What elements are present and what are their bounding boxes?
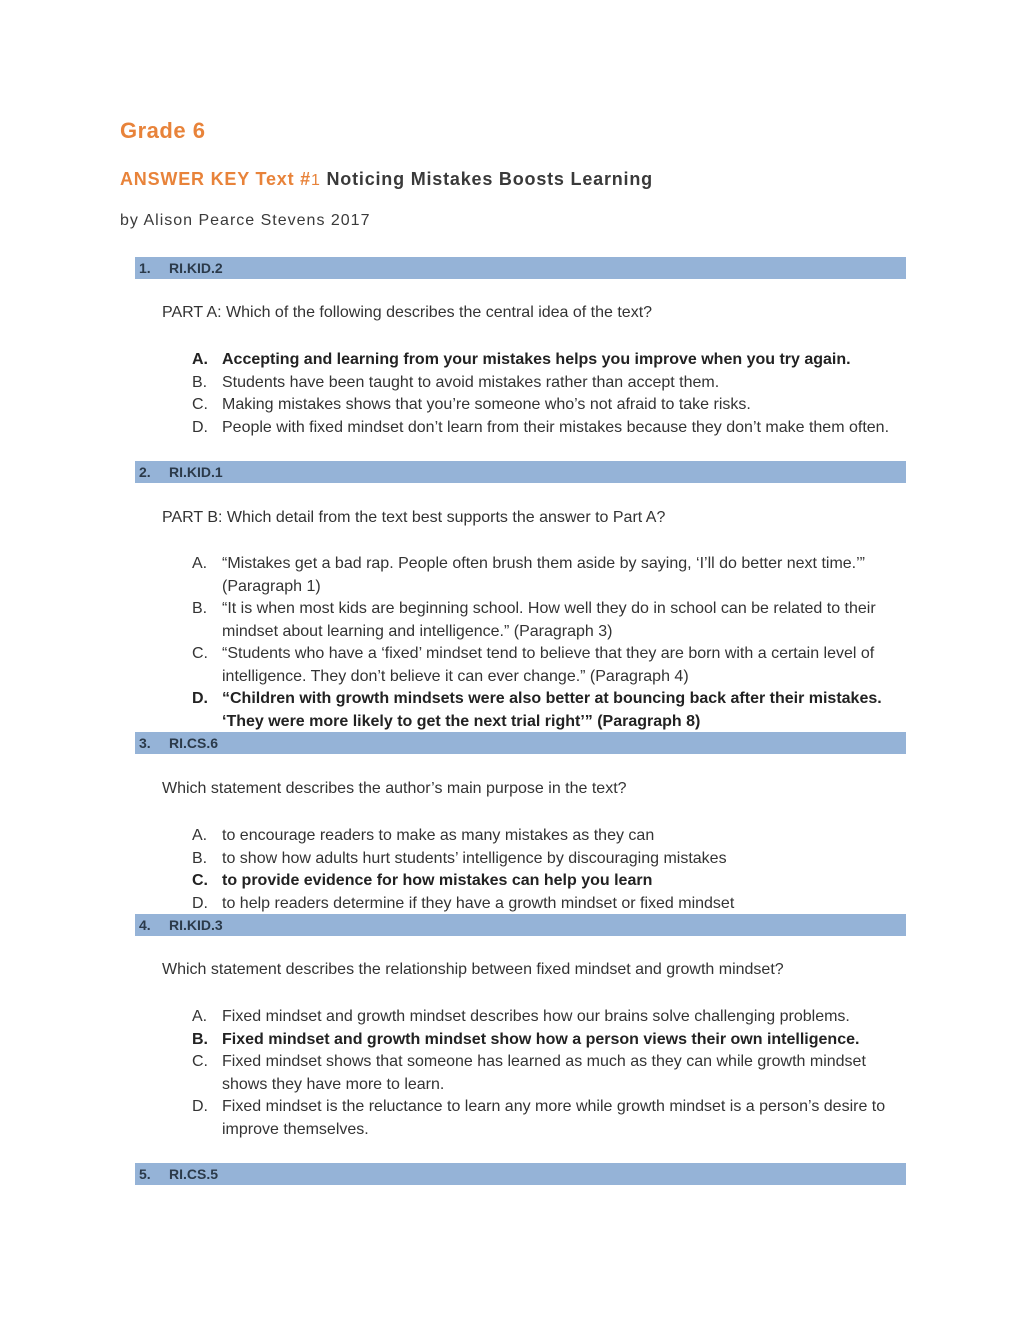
option-text: to help readers determine if they have a growth mindset or fixed mindset	[222, 894, 735, 912]
option-letter: A.	[192, 555, 208, 572]
question-header-2	[135, 461, 906, 483]
answer-option-correct	[192, 1029, 906, 1052]
question-header-4	[135, 914, 906, 936]
option-text: Fixed mindset and growth mindset describes how our brains solve challenging problems.	[222, 1008, 850, 1025]
question-prompt-3: Which statement describes the author’s main purpose in the text?	[162, 780, 627, 797]
option-letter: B.	[192, 1030, 208, 1048]
answer-key-label: ANSWER KEY Text #	[120, 169, 311, 189]
option-text: People with fixed mindset don’t learn from their mistakes because they don’t make them often.	[222, 418, 890, 436]
option-letter: C.	[192, 645, 208, 662]
answer-option	[192, 1006, 906, 1029]
answer-option-correct	[192, 870, 906, 893]
text-number: 1	[310, 172, 321, 189]
option-letter: D.	[192, 894, 208, 912]
answer-option	[192, 643, 906, 688]
option-text: Fixed mindset and growth mindset show how a person views their own intelligence.	[222, 1030, 860, 1048]
grade-title: Grade 6	[120, 118, 206, 143]
question-standard: RI.CS.5	[169, 1166, 219, 1182]
question-standard: RI.KID.2	[169, 260, 223, 276]
question-prompt-2: PART B: Which detail from the text best supports the answer to Part A?	[162, 509, 666, 526]
option-letter: B.	[192, 600, 208, 617]
byline: by Alison Pearce Stevens 2017	[120, 212, 371, 229]
option-text: Students have been taught to avoid mistakes rather than accept them.	[222, 373, 720, 391]
answer-option	[192, 553, 906, 598]
answer-option-correct	[192, 349, 906, 372]
option-text: Fixed mindset shows that someone has learned as much as they can while growth mindset shows they have more to learn.	[222, 1053, 866, 1093]
question-standard: RI.CS.6	[169, 735, 219, 751]
option-letter: D.	[192, 418, 208, 436]
question-header-1	[135, 257, 906, 279]
option-letter: B.	[192, 373, 208, 391]
option-letter: C.	[192, 1053, 208, 1070]
question-standard: RI.KID.1	[169, 464, 223, 480]
answer-key-heading	[120, 169, 653, 190]
option-text: “Children with growth mindsets were also better at bouncing back after their mistakes. ‘They were more likely to get the next trial right’” (Paragraph 8)	[222, 690, 882, 730]
option-letter: B.	[192, 849, 208, 867]
option-text: “It is when most kids are beginning school. How well they do in school can be related to their mindset about learning and intelligence.” (Paragraph 3)	[222, 600, 876, 640]
answer-option	[192, 893, 906, 916]
option-letter: C.	[192, 872, 208, 889]
question-number: 1.	[139, 260, 151, 276]
answer-option	[192, 1096, 906, 1141]
answer-option	[192, 394, 906, 417]
option-text: “Mistakes get a bad rap. People often brush them aside by saying, ‘I’ll do better next time.’” (Paragraph 1)	[222, 555, 865, 595]
option-letter: A.	[192, 1008, 208, 1025]
option-text: Accepting and learning from your mistakes helps you improve when you try again.	[222, 351, 851, 368]
option-text: to provide evidence for how mistakes can help you learn	[222, 872, 653, 889]
question-prompt-1: PART A: Which of the following describes the central idea of the text?	[162, 304, 653, 321]
option-letter: A.	[192, 351, 208, 368]
question-header-5	[135, 1163, 906, 1185]
text-title: Noticing Mistakes Boosts Learning	[326, 169, 653, 189]
question-standard: RI.KID.3	[169, 917, 223, 933]
answer-options-2	[192, 553, 906, 733]
question-number: 5.	[139, 1166, 151, 1182]
answer-option	[192, 372, 906, 395]
answer-option	[192, 598, 906, 643]
option-letter: D.	[192, 690, 208, 707]
answer-option	[192, 417, 906, 440]
option-letter: D.	[192, 1098, 208, 1115]
option-text: Fixed mindset is the reluctance to learn any more while growth mindset is a person’s desire to improve themselves.	[222, 1098, 886, 1138]
answer-options-3	[192, 825, 906, 915]
option-text: to show how adults hurt students’ intelligence by discouraging mistakes	[222, 849, 727, 867]
answer-option	[192, 1051, 906, 1096]
question-number: 4.	[139, 917, 151, 933]
answer-option	[192, 848, 906, 871]
answer-options-4	[192, 1006, 906, 1141]
answer-options-1	[192, 349, 906, 439]
question-number: 2.	[139, 464, 151, 480]
question-number: 3.	[139, 735, 151, 751]
option-text: Making mistakes shows that you’re someone who’s not afraid to take risks.	[222, 396, 751, 413]
question-prompt-4: Which statement describes the relationship between fixed mindset and growth mindset?	[162, 961, 784, 978]
option-text: to encourage readers to make as many mistakes as they can	[222, 827, 655, 844]
option-letter: A.	[192, 827, 208, 844]
answer-option	[192, 825, 906, 848]
question-header-3	[135, 732, 906, 754]
answer-option-correct	[192, 688, 906, 733]
option-text: “Students who have a ‘fixed’ mindset tend to believe that they are born with a certain level of intelligence. They don’t believe it can ever change.” (Paragraph 4)	[222, 645, 875, 685]
option-letter: C.	[192, 396, 208, 413]
